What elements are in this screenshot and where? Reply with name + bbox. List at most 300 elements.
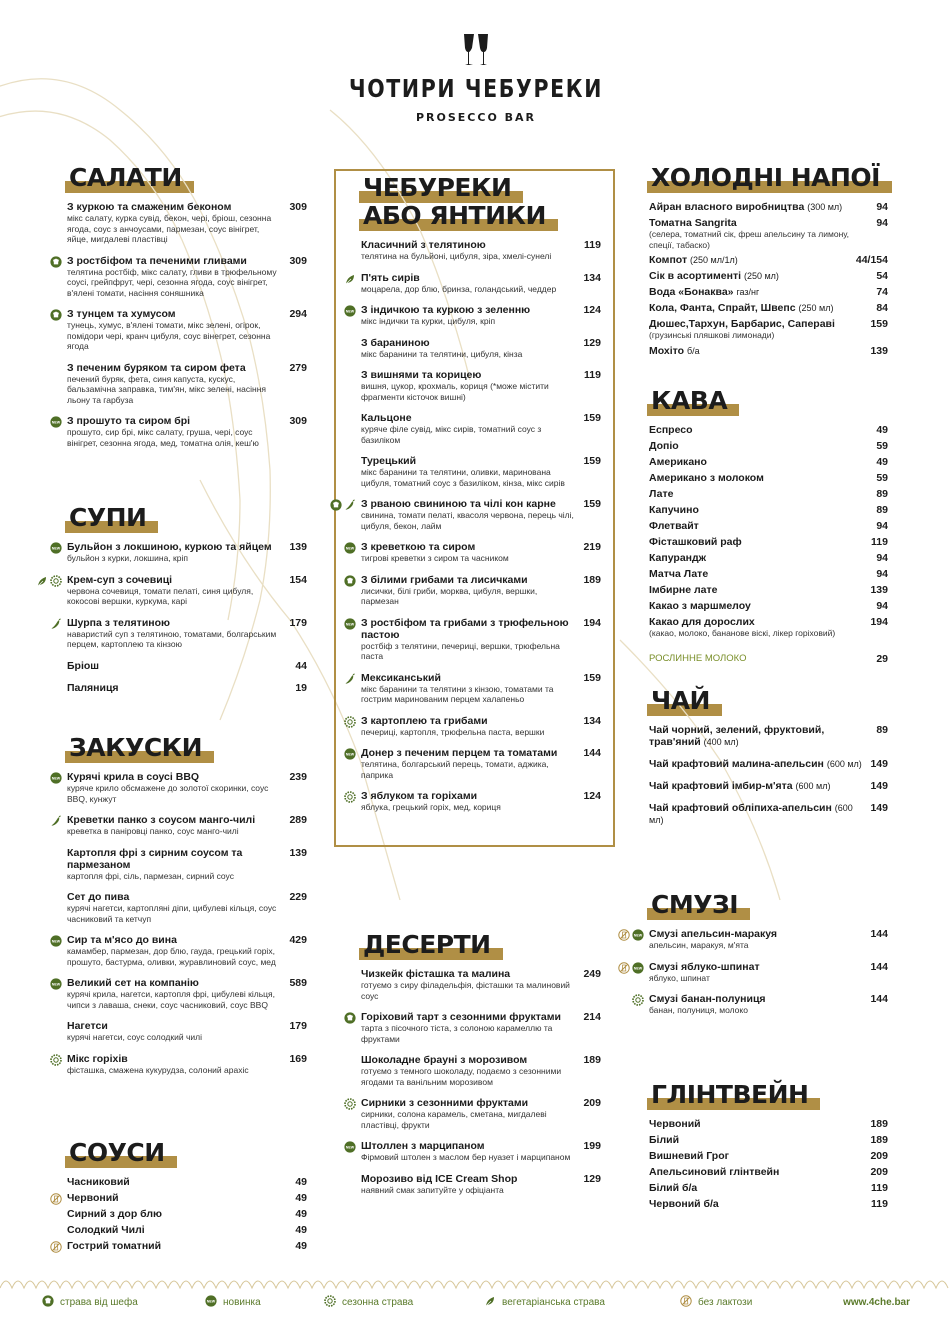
item-body	[649, 928, 870, 951]
menu-item	[649, 201, 888, 213]
menu-item	[361, 412, 601, 445]
item-body	[67, 1192, 295, 1204]
menu-item	[67, 847, 307, 882]
item-body	[649, 270, 876, 282]
item-name-text: Какао з маршмелоу	[649, 600, 751, 612]
menu-item	[649, 345, 888, 357]
item-price: 159	[583, 412, 601, 424]
item-price: 139	[289, 541, 307, 553]
item-name-text: Шоколадне брауні з морозивом	[361, 1054, 528, 1066]
item-price: 219	[583, 541, 601, 553]
item-description: наявний смак запитуйте у офіціанта	[361, 1184, 504, 1195]
item-name-text: Креветки панко з соусом манго-чилі	[67, 814, 256, 826]
item-name	[649, 780, 862, 792]
item-price: 144	[583, 747, 601, 759]
svg-text:NEW: NEW	[51, 776, 61, 781]
menu-item	[649, 302, 888, 314]
menu-item	[361, 672, 601, 705]
item-body	[649, 536, 871, 548]
item-body	[649, 345, 870, 357]
item-name-text: Сік в асортименті	[649, 270, 742, 282]
item-description: (селера, томатний сік, фреш апельсину та лимону, спеції, табаско)	[649, 229, 850, 250]
item-body	[361, 369, 584, 402]
item-body	[649, 217, 876, 250]
item-name	[649, 584, 862, 596]
item-body	[361, 337, 583, 360]
item-body	[361, 1011, 583, 1044]
section-title: ЧЕБУРЕКИ	[359, 175, 515, 201]
new-badge-icon	[344, 541, 356, 559]
item-name	[67, 814, 281, 826]
item-name	[649, 488, 868, 500]
item-name	[361, 1011, 575, 1023]
item-description: (какао, молоко, бананове віскі, лікер горіховий)	[649, 628, 836, 638]
menu-item	[51, 541, 307, 564]
leaf-icon	[344, 272, 356, 290]
menu-item	[633, 928, 888, 951]
item-body	[67, 682, 295, 694]
item-description: креветка в паніровці панко, соус манго-чилі	[67, 826, 239, 836]
item-name	[361, 337, 575, 349]
menu-item	[51, 771, 307, 804]
item-description: печений буряк, фета, синя капуста, кускус, бальзамічна заправка, тим'ян, мікс зелені, насіння льону та гарбуза	[67, 373, 266, 405]
item-body	[361, 541, 583, 564]
item-description: бульйон з курки, локшина, кріп	[67, 553, 188, 563]
item-name-text: Білий	[649, 1134, 680, 1146]
legend-new	[205, 1295, 261, 1310]
item-description: мікс баранини та телятини з кінзою, томатами та гострим маринованим перцем халапеньо	[361, 683, 554, 704]
item-body	[67, 814, 289, 837]
menu-item	[51, 977, 307, 1010]
item-body	[649, 993, 870, 1016]
section-title: ДЕСЕРТИ	[359, 932, 495, 958]
mulled-list	[649, 1118, 888, 1210]
item-price: 44/154	[855, 254, 888, 266]
item-name-text: Чай крафтовий малина-апельсин	[649, 758, 824, 770]
item-description: червона сочевиця, томати пелаті, синя цибуля, кокосові вершки, куркума, карі	[67, 585, 254, 606]
section-title: ГЛІНТВЕЙН	[647, 1082, 812, 1108]
item-body	[649, 568, 876, 580]
item-name	[649, 568, 868, 580]
menu-item	[649, 270, 888, 282]
item-name-text: Штоллен з марципаном	[361, 1140, 485, 1152]
item-description: куряче філе сувід, мікс сирів, томатний соус з базиліком	[361, 424, 542, 445]
item-name	[67, 1240, 287, 1252]
chef-icon	[42, 1295, 54, 1307]
item-name-text: Бульйон з локшиною, куркою та яйцем	[67, 541, 272, 553]
item-price: 139	[289, 846, 307, 859]
item-name	[67, 415, 281, 427]
item-icons	[50, 934, 62, 952]
menu-item	[67, 891, 307, 924]
item-name-text: Горіховий тарт з сезонними фруктами	[361, 1011, 561, 1023]
item-price: 149	[870, 780, 888, 792]
menu-item	[67, 1020, 307, 1043]
item-name-text: Компот	[649, 254, 688, 266]
menu-item	[361, 239, 601, 262]
menu-item	[649, 254, 888, 266]
item-price: 214	[583, 1011, 601, 1023]
item-body	[649, 600, 876, 612]
item-name	[361, 1097, 575, 1109]
item-name-text: Еспресо	[649, 424, 693, 436]
menu-item	[361, 1097, 601, 1130]
item-icons	[50, 415, 62, 433]
item-name	[67, 362, 281, 374]
svg-text:NEW: NEW	[633, 965, 643, 970]
chili-icon	[344, 672, 356, 690]
item-name	[649, 456, 868, 468]
item-icons	[344, 617, 356, 635]
menu-item	[361, 715, 601, 738]
item-body	[649, 440, 876, 452]
item-name	[67, 1020, 281, 1032]
menu-item	[67, 1176, 307, 1188]
menu-item	[51, 934, 307, 967]
menu-item	[649, 456, 888, 468]
chili-icon	[50, 814, 62, 832]
item-description: яблука, грецький горіх, мед, кориця	[361, 802, 501, 812]
menu-item	[67, 362, 307, 406]
item-name	[67, 201, 281, 213]
svg-text:NEW: NEW	[51, 939, 61, 944]
menu-item	[649, 724, 888, 748]
menu-item	[649, 616, 888, 639]
item-icons	[330, 498, 356, 516]
item-volume: (600 мл)	[826, 759, 862, 769]
new-badge-icon	[50, 415, 62, 433]
item-name-text: З білими грибами та лисичками	[361, 573, 528, 586]
item-price: 44	[295, 659, 307, 672]
item-name-text: Мексиканський	[361, 671, 441, 684]
item-name-text: Червоний	[649, 1118, 701, 1130]
item-body	[361, 239, 584, 262]
season-icon	[324, 1295, 336, 1307]
item-name-text: Кальцоне	[361, 412, 412, 424]
footer-wave-decoration	[0, 1268, 952, 1292]
item-body	[649, 552, 876, 564]
item-description: картопля фрі, сіль, пармезан, сирний соус	[67, 870, 234, 881]
section-title: САЛАТИ	[65, 165, 186, 191]
item-name-text: Шурпа з телятиною	[67, 616, 171, 629]
menu-item	[633, 960, 888, 984]
item-price: 139	[870, 344, 888, 357]
item-name-text: Класичний з телятиною	[361, 239, 486, 251]
item-body	[67, 362, 289, 406]
item-price: 49	[295, 1240, 307, 1252]
menu-item	[649, 440, 888, 452]
item-name-text: Курячі крила в соусі BBQ	[67, 771, 200, 783]
season-icon	[50, 1053, 62, 1071]
menu-item	[345, 304, 601, 327]
item-body	[67, 308, 289, 352]
item-price: 139	[870, 584, 888, 596]
item-price: 309	[289, 201, 307, 213]
item-description: тунець, хумус, в'ялені томати, мікс зелені, огірок, помідори чері, кранч цибуля, соус вінегрет, сезонна ягода	[67, 320, 271, 351]
item-name-text: Сирники з сезонними фруктами	[361, 1097, 529, 1109]
item-name-text: Айран власного виробництва	[649, 201, 805, 213]
item-body	[649, 456, 876, 468]
item-name	[649, 616, 862, 628]
new-badge-icon	[50, 771, 62, 789]
plant-milk-price: 29	[876, 652, 888, 665]
new-badge-icon	[344, 747, 356, 765]
item-volume: (600 мл)	[649, 803, 853, 825]
item-body	[67, 1208, 295, 1220]
item-price: 194	[870, 616, 888, 628]
item-body	[649, 1166, 870, 1178]
item-price: 19	[295, 681, 307, 694]
item-price: 89	[876, 724, 888, 736]
season-icon	[324, 1295, 336, 1310]
item-name-text: Апельсиновий глінтвейн	[649, 1166, 780, 1178]
item-name-text: Мікс горіхів	[67, 1052, 128, 1065]
item-name	[361, 541, 575, 553]
menu-item	[649, 758, 888, 770]
item-name	[649, 724, 868, 748]
item-body	[649, 1198, 871, 1210]
chili-icon	[344, 498, 356, 516]
section-title-2: АБО ЯНТИКИ	[359, 203, 550, 229]
item-name-text: Чизкейк фісташка та малина	[361, 968, 511, 980]
item-body	[67, 201, 289, 245]
item-body	[649, 758, 870, 770]
item-icons	[344, 715, 356, 733]
item-body	[361, 272, 583, 295]
menu-item	[361, 1054, 601, 1087]
menu-item	[649, 504, 888, 516]
item-name	[649, 1182, 863, 1194]
item-name	[361, 715, 575, 727]
item-volume: (250 мл)	[798, 303, 834, 313]
item-body	[649, 724, 876, 748]
item-name	[649, 758, 862, 770]
item-name-text: З ростбіфом та грибами з трюфельною пастою	[361, 616, 569, 641]
new-badge-icon	[344, 617, 356, 635]
smoothie-list	[633, 928, 888, 1016]
legend	[0, 1295, 952, 1309]
item-name-text: Гострий томатний	[67, 1240, 162, 1252]
legend-lactose-label: без лактози	[698, 1297, 753, 1308]
chebureki-list	[345, 239, 601, 813]
legend-lactose	[680, 1295, 752, 1310]
item-price: 89	[876, 504, 888, 516]
menu-item	[649, 600, 888, 612]
item-volume: (300 мл)	[807, 202, 843, 212]
item-name	[649, 302, 868, 314]
svg-text:NEW: NEW	[345, 1145, 355, 1150]
item-name-text: З індичкою та куркою з зеленню	[361, 304, 531, 316]
item-name-text: Сирний з дор блю	[67, 1208, 163, 1220]
item-price: 159	[583, 455, 601, 467]
item-price: 84	[876, 302, 888, 314]
item-name	[67, 660, 287, 672]
menu-item	[67, 574, 307, 607]
item-name-text: З креветкою та сиром	[361, 541, 476, 553]
item-body	[361, 715, 583, 738]
section-coffee	[649, 388, 888, 675]
item-price: 49	[295, 1192, 307, 1204]
item-name-text: Сир та м'ясо до вина	[67, 934, 177, 946]
item-price: 179	[289, 616, 307, 629]
sauces-list	[67, 1176, 307, 1252]
item-price: 134	[583, 271, 601, 284]
item-name-text: З прошуто та сиром брі	[67, 415, 191, 427]
menu-item	[649, 536, 888, 548]
menu-item	[67, 1053, 307, 1076]
item-body	[67, 934, 289, 967]
item-body	[361, 747, 583, 780]
season-icon	[344, 790, 356, 808]
item-volume: (250 мл/1л)	[690, 255, 738, 265]
item-name	[361, 239, 576, 251]
brand-name: ЧОТИРИ ЧЕБУРЕКИ	[349, 74, 603, 103]
item-body	[361, 1097, 583, 1130]
item-body	[649, 520, 876, 532]
item-name-text: Капучино	[649, 504, 699, 516]
svg-text:NEW: NEW	[345, 309, 355, 314]
item-name	[67, 771, 281, 783]
item-price: 144	[870, 928, 888, 940]
item-price: 74	[876, 286, 888, 298]
legend-chef	[42, 1295, 138, 1310]
item-name	[649, 993, 862, 1005]
item-name	[649, 424, 868, 436]
item-name	[361, 272, 575, 284]
item-name-text: Донер з печеним перцем та томатами	[361, 747, 558, 759]
item-name-text: Кола, Фанта, Спрайт, Швепс	[649, 302, 796, 314]
item-price: 94	[876, 217, 888, 229]
item-name	[649, 254, 848, 266]
item-body	[67, 1176, 295, 1188]
item-name-text: Смузі апельсин-маракуя	[649, 928, 778, 940]
menu-item	[649, 1118, 888, 1130]
item-body	[649, 424, 876, 436]
section-cold-drinks	[649, 165, 888, 361]
item-body	[67, 771, 289, 804]
item-name-text: Лате	[649, 488, 674, 500]
menu-item	[345, 1140, 601, 1163]
item-volume: газ/нг	[736, 287, 760, 297]
item-price: 119	[584, 239, 601, 251]
item-description: мікс баранини та телятини, оливки, маринована цибуля, томатний соус з базиліком, кінза, мікс сирів	[361, 467, 565, 488]
item-name-text: Американо з молоком	[649, 472, 764, 484]
item-body	[67, 415, 289, 448]
item-icons	[50, 1053, 62, 1071]
item-price: 289	[289, 814, 307, 826]
item-price: 119	[871, 536, 888, 548]
item-name	[67, 308, 281, 320]
menu-item	[67, 682, 307, 694]
section-chebureki	[345, 173, 601, 823]
legend-season-label: сезонна страва	[342, 1297, 414, 1308]
new-badge-icon	[50, 541, 62, 559]
menu-item	[51, 415, 307, 448]
item-price: 119	[871, 1182, 888, 1194]
item-body	[67, 847, 289, 882]
item-description: курячі нагетси, соус солодкий чилі	[67, 1032, 202, 1042]
item-description: печериці, картопля, трюфельна паста, вершки	[361, 726, 545, 737]
item-price: 229	[289, 891, 307, 903]
svg-text:NEW: NEW	[345, 752, 355, 757]
item-price: 49	[295, 1208, 307, 1220]
leaf-icon	[36, 574, 48, 592]
menu-item	[345, 747, 601, 780]
new-badge-icon	[50, 977, 62, 995]
item-name	[67, 934, 281, 946]
svg-text:NEW: NEW	[51, 546, 61, 551]
legend-chef-label: страва від шефа	[60, 1297, 138, 1308]
section-title: СУПИ	[65, 505, 150, 531]
lactose-free-icon	[50, 1240, 62, 1258]
champagne-glasses-logo	[456, 32, 496, 68]
section-title: ЧАЙ	[647, 688, 714, 714]
lactose-free-icon	[50, 1192, 62, 1210]
item-body	[67, 617, 289, 650]
item-name	[649, 520, 868, 532]
chef-icon	[344, 574, 356, 592]
plant-milk-row	[649, 653, 888, 665]
item-price: 49	[876, 424, 888, 436]
item-name	[67, 1224, 287, 1236]
item-description: телятина на бульйоні, цибуля, зіра, хмелі-сунелі	[361, 251, 552, 261]
item-name	[649, 1198, 863, 1210]
menu-item	[649, 217, 888, 250]
item-price: 189	[870, 1134, 888, 1146]
chef-icon	[344, 1011, 356, 1029]
item-description: фісташка, смажена кукурудза, солоний арахіс	[67, 1064, 249, 1075]
item-name	[67, 1176, 287, 1188]
item-name-text: Смузі банан-полуниця	[649, 993, 766, 1005]
item-name	[361, 1140, 575, 1152]
item-name-text: Паляниця	[67, 681, 119, 694]
menu-item	[649, 1198, 888, 1210]
section-title: СОУСИ	[65, 1140, 169, 1166]
item-icons	[50, 814, 62, 832]
item-icons	[344, 1140, 356, 1158]
item-name-text: Солодкий Чилі	[67, 1224, 145, 1236]
new-badge-icon	[344, 304, 356, 322]
section-title: ХОЛОДНІ НАПОЇ	[647, 165, 884, 191]
item-price: 89	[876, 488, 888, 500]
item-description: моцарела, дор блю, бринза, голандський, чеддер	[361, 283, 557, 294]
item-name	[67, 574, 281, 586]
menu-item	[361, 1011, 601, 1044]
item-name-text: Фісташковий раф	[649, 536, 742, 548]
menu-item	[361, 790, 601, 813]
item-price: 249	[583, 968, 601, 980]
item-name	[361, 617, 575, 641]
item-price: 209	[870, 1150, 888, 1162]
item-name	[649, 1150, 862, 1162]
item-name-text: З куркою та смаженим беконом	[67, 201, 232, 213]
menu-item	[361, 272, 601, 295]
menu-item	[649, 318, 888, 341]
item-name	[649, 600, 868, 612]
item-description: готуємо з сиру філадельфія, фісташки та малиновий соус	[361, 980, 570, 1001]
menu-item	[67, 814, 307, 837]
website-link[interactable]: www.4che.bar	[843, 1297, 910, 1308]
item-price: 119	[584, 369, 601, 381]
item-description: лисички, білі гриби, морква, цибуля, вершки, пармезан	[361, 585, 538, 606]
item-price: 144	[870, 960, 888, 973]
item-body	[649, 302, 876, 314]
item-name-text: З бараниною	[361, 336, 430, 349]
item-name	[67, 1192, 287, 1204]
item-description: яблуко, шпинат	[649, 972, 710, 983]
item-body	[649, 584, 870, 596]
item-description: вишня, цукор, крохмаль, кориця (*може містити фрагменти кісточок вишні)	[361, 381, 549, 402]
